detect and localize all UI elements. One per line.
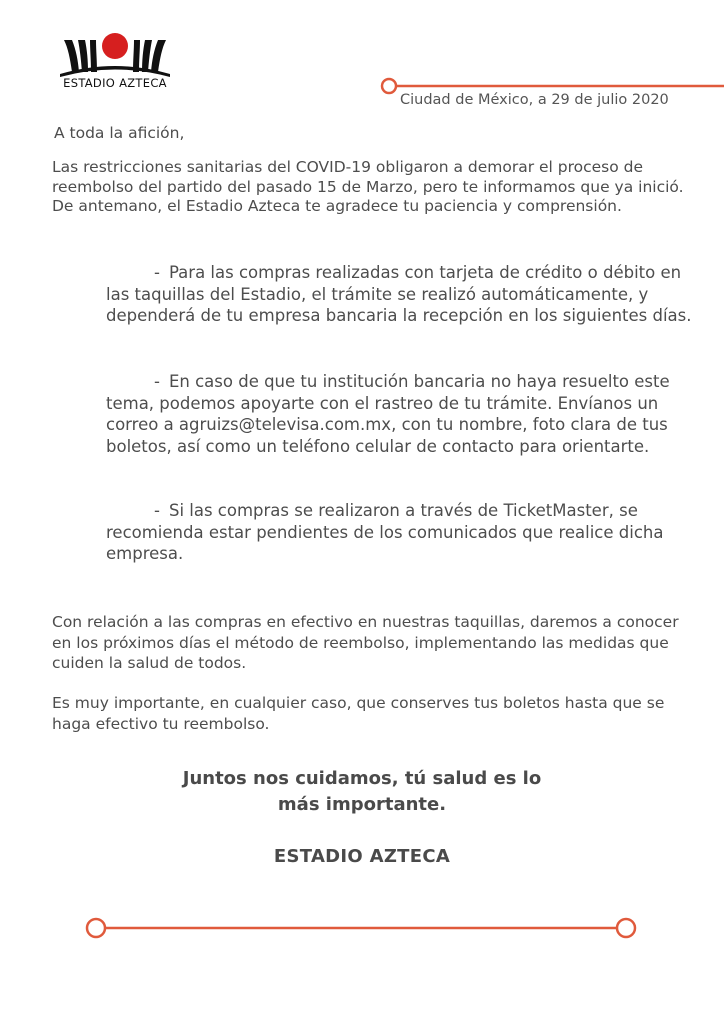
stadium-logo-icon	[52, 28, 178, 78]
greeting: A toda la afición,	[54, 124, 185, 142]
bullet-item	[106, 262, 696, 327]
bullet-dash: -	[154, 501, 160, 520]
bullet-text: Para las compras realizadas con tarjeta de crédito o débito en las taquillas del Estadio, el trámite se realizó automáticamente, y dependerá de tu empresa bancaria la recepción en los siguientes días.	[106, 263, 692, 325]
bullet-dash: -	[154, 263, 160, 282]
footer-divider-circle-left	[87, 919, 105, 937]
bullet-item	[106, 500, 696, 565]
bullet-dash: -	[154, 372, 160, 391]
footer-divider	[84, 916, 640, 940]
intro-paragraph: Las restricciones sanitarias del COVID-19 obligaron a demorar el proceso de reembolso del partido del pasado 15 de Marzo, pero te informamos que ya inició. De antemano, el Estadio Azteca te agradece tu paciencia y comprensión.	[52, 158, 684, 215]
signature: ESTADIO AZTECA	[273, 846, 451, 867]
bullet-text: Si las compras se realizaron a través de TicketMaster, se recomienda estar pendientes de los comunicados que realice dicha empresa.	[106, 501, 664, 563]
cash-paragraph: Con relación a las compras en efectivo en nuestras taquillas, daremos a conocer en los próximos días el método de reembolso, implementando las medidas que cuiden la salud de todos.	[52, 613, 679, 672]
keep-tickets-paragraph: Es muy importante, en cualquier caso, que conserves tus boletos hasta que se haga efectivo tu reembolso.	[52, 694, 665, 733]
footer-divider-circle-right	[617, 919, 635, 937]
stadium-logo	[52, 28, 178, 104]
bullet-text: En caso de que tu institución bancaria no haya resuelto este tema, podemos apoyarte con el rastreo de tu trámite. Envíanos un correo a agruizs@televisa.com.mx, con tu nombre, foto clara de tus boletos, así como un teléfono celular de contacto para orientarte.	[106, 372, 670, 456]
slogan-line: Juntos nos cuidamos, tú salud es lo	[182, 768, 542, 789]
header-divider-circle	[382, 79, 396, 93]
bullet-item	[106, 371, 696, 457]
slogan	[140, 766, 584, 818]
logo-text: ESTADIO AZTECA	[63, 76, 167, 90]
slogan-line: más importante.	[277, 794, 447, 815]
letter-date: Ciudad de México, a 29 de julio 2020	[400, 92, 669, 108]
